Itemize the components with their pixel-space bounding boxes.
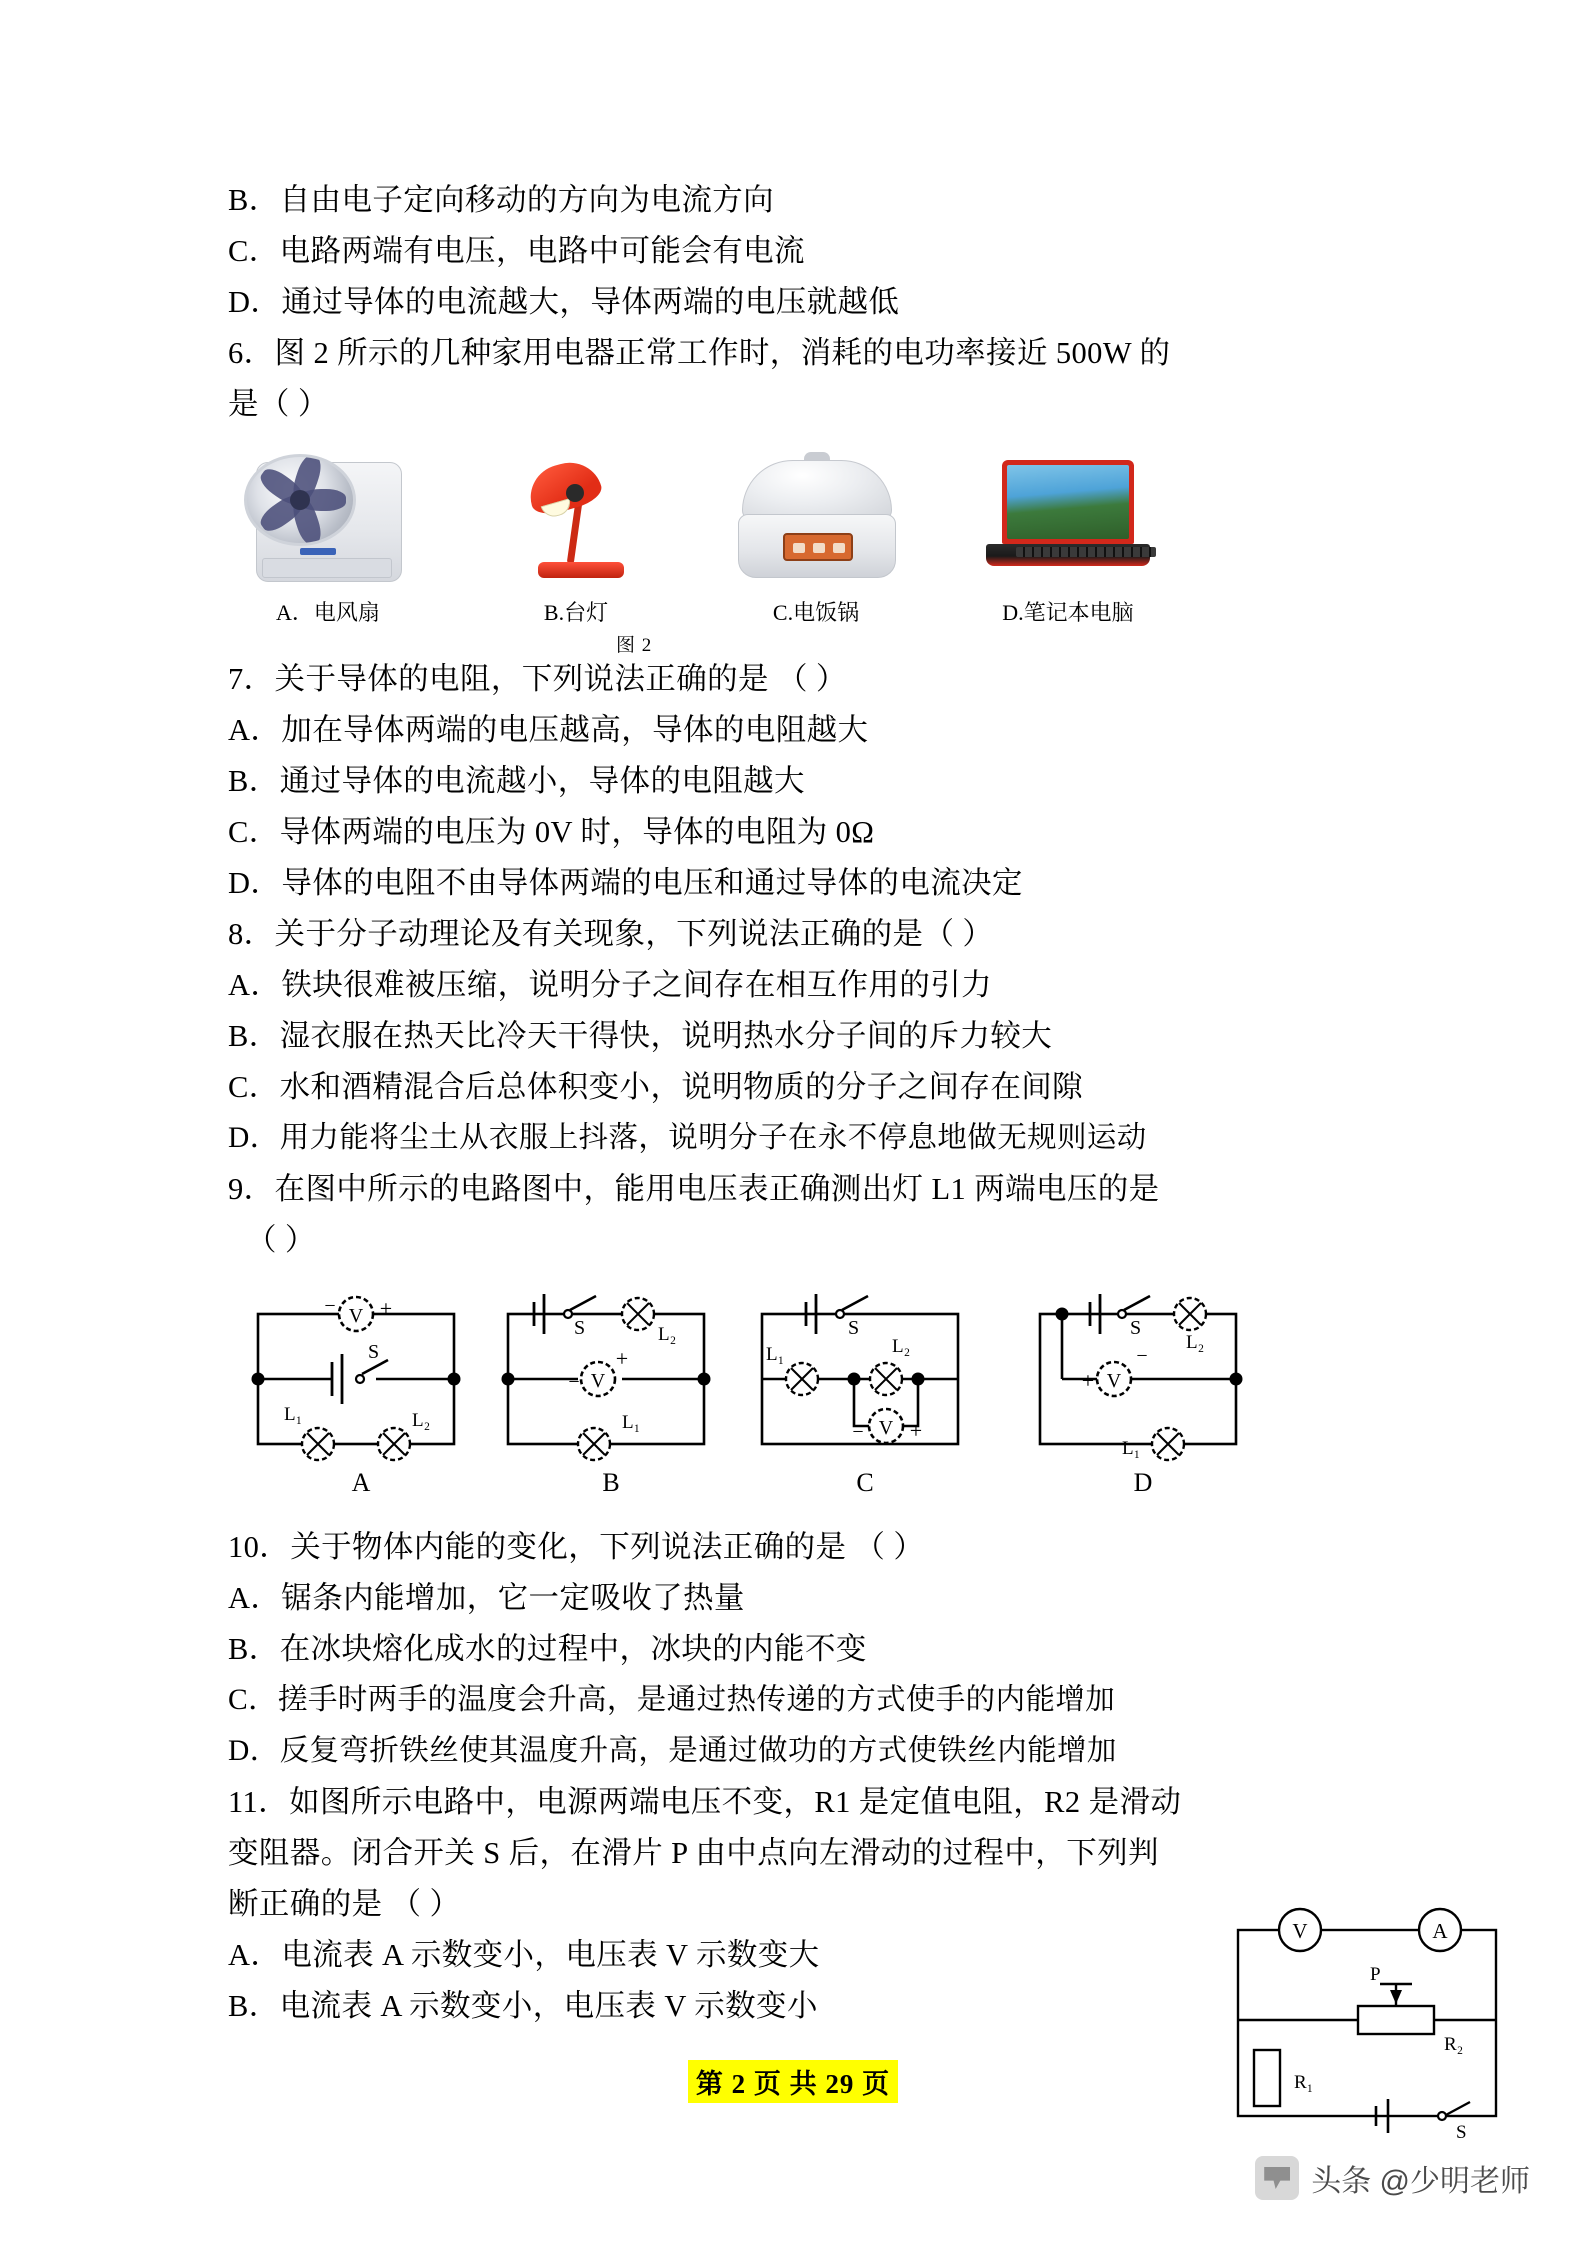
rice-cooker-icon	[716, 444, 916, 592]
circuit-label: C	[856, 1468, 874, 1497]
question-8-option-b: B．湿衣服在热天比冷天干得快，说明热水分子间的斥力较大	[228, 1019, 1053, 1053]
appliance-caption: C.电饭锅	[772, 600, 860, 625]
svg-text:L₁: L₁	[1122, 1438, 1141, 1459]
svg-text:S: S	[574, 1317, 586, 1339]
resistor2-label: R₂	[1444, 2034, 1464, 2055]
svg-text:+: +	[615, 1346, 629, 1371]
svg-text:−: −	[568, 1371, 580, 1393]
question-7-option-b: B．通过导体的电流越小，导体的电阻越大	[228, 764, 805, 798]
question-6-stem-cont: 是（ ）	[228, 387, 329, 421]
watermark-text: 头条 @少明老师	[1311, 2165, 1530, 2198]
svg-text:S: S	[368, 1341, 380, 1363]
question-8-stem: 8．关于分子动理论及有关现象，下列说法正确的是（ ）	[228, 917, 994, 951]
figure-2-label: 图 2	[616, 635, 653, 656]
svg-text:V: V	[878, 1417, 894, 1439]
switch-label: S	[1456, 2122, 1467, 2143]
appliance-option-a	[228, 444, 428, 625]
question-8-option-c: C．水和酒精混合后总体积变小，说明物质的分子之间存在间隙	[228, 1070, 1084, 1104]
circuit-label: D	[1133, 1468, 1153, 1497]
question-11-stem-3: 断正确的是 （ ）	[228, 1887, 461, 1921]
question-11-circuit	[1208, 1900, 1538, 2150]
svg-text:L₂: L₂	[892, 1336, 911, 1357]
page-content	[228, 175, 1368, 2032]
svg-text:S: S	[1130, 1317, 1142, 1339]
svg-text:−: −	[324, 1295, 336, 1317]
question-10-option-b: B．在冰块熔化成水的过程中，冰块的内能不变	[228, 1632, 867, 1666]
desk-lamp-icon	[476, 444, 676, 592]
lamp2-label: L₂	[412, 1410, 431, 1431]
question-9-stem-cont: （ ）	[246, 1223, 316, 1257]
question-10-option-c: C．搓手时两手的温度会升高，是通过热传递的方式使手的内能增加	[228, 1684, 1116, 1716]
svg-text:−: −	[1136, 1345, 1148, 1367]
circuit-option-d	[1018, 1286, 1268, 1497]
figure-2-appliances	[228, 444, 1368, 654]
circuit-option-c	[740, 1286, 990, 1497]
question-7-stem: 7．关于导体的电阻，下列说法正确的是 （ ）	[228, 662, 847, 696]
circuit-option-b	[486, 1286, 736, 1497]
question-10-stem: 10．关于物体内能的变化，下列说法正确的是 （ ）	[228, 1530, 925, 1564]
appliance-caption: D.笔记本电脑	[1002, 600, 1134, 625]
question-10-option-d: D．反复弯折铁丝使其温度升高，是通过做功的方式使铁丝内能增加	[228, 1735, 1117, 1767]
svg-text:V: V	[590, 1370, 606, 1392]
question-9-stem: 9．在图中所示的电路图中，能用电压表正确测出灯 L1 两端电压的是	[228, 1172, 1160, 1206]
svg-text:+: +	[379, 1296, 393, 1321]
svg-text:L₂: L₂	[658, 1324, 677, 1345]
circuit-b-svg	[486, 1286, 736, 1476]
watermark	[1255, 2156, 1530, 2200]
svg-text:+: +	[909, 1418, 923, 1443]
svg-text:−: −	[852, 1421, 864, 1443]
question-6-stem: 6．图 2 所示的几种家用电器正常工作时，消耗的电功率接近 500W 的	[228, 336, 1171, 370]
voltmeter-label: V	[1292, 1919, 1308, 1943]
appliance-option-d	[968, 444, 1168, 625]
page-footer	[0, 2060, 1586, 2103]
svg-text:S: S	[848, 1317, 860, 1339]
circuit-option-a	[236, 1286, 486, 1497]
svg-text:V: V	[1106, 1370, 1122, 1392]
appliance-option-c	[716, 444, 916, 625]
question-11-option-a: A．电流表 A 示数变小，电压表 V 示数变大	[228, 1938, 820, 1972]
appliance-caption: B.台灯	[543, 600, 609, 625]
question-11-circuit-svg	[1208, 1900, 1538, 2150]
svg-text:V: V	[348, 1305, 364, 1327]
page-number-text: 第 2 页 共 29 页	[688, 2060, 898, 2103]
question-8-option-a: A．铁块很难被压缩，说明分子之间存在相互作用的引力	[228, 968, 993, 1002]
circuit-label: B	[602, 1468, 620, 1497]
electric-fan-icon	[228, 444, 428, 592]
question-11-option-b: B．电流表 A 示数变小，电压表 V 示数变小	[228, 1989, 818, 2023]
svg-text:L₁: L₁	[766, 1344, 785, 1365]
option-line: B．自由电子定向移动的方向为电流方向	[228, 183, 775, 217]
appliance-caption: A．电风扇	[276, 600, 380, 625]
question-7-option-c: C．导体两端的电压为 0V 时，导体的电阻为 0Ω	[228, 815, 875, 849]
option-line: C．电路两端有电压，电路中可能会有电流	[228, 234, 805, 268]
circuit-d-svg	[1018, 1286, 1268, 1476]
question-11-stem-2: 变阻器。闭合开关 S 后，在滑片 P 由中点向左滑动的过程中，下列判	[228, 1836, 1159, 1870]
circuit-label: A	[351, 1468, 371, 1497]
circuit-a-svg	[236, 1286, 486, 1476]
lamp1-label: L₁	[284, 1404, 303, 1425]
svg-text:L₁: L₁	[622, 1412, 641, 1433]
toutiao-logo-icon	[1255, 2156, 1299, 2200]
question-11-stem-1: 11．如图所示电路中，电源两端电压不变，R1 是定值电阻，R2 是滑动	[228, 1785, 1182, 1819]
question-8-option-d: D．用力能将尘土从衣服上抖落，说明分子在永不停息地做无规则运动	[228, 1122, 1147, 1154]
circuit-c-svg	[740, 1286, 990, 1476]
slider-label: P	[1370, 1964, 1381, 1985]
question-10-option-a: A．锯条内能增加，它一定吸收了热量	[228, 1581, 745, 1615]
question-9-circuits	[228, 1286, 1368, 1506]
svg-text:+: +	[1081, 1368, 1095, 1393]
ammeter-label: A	[1432, 1919, 1448, 1943]
resistor1-label: R₁	[1294, 2072, 1314, 2093]
svg-text:L₂: L₂	[1186, 1332, 1205, 1353]
laptop-icon	[968, 444, 1168, 592]
question-7-option-d: D．导体的电阻不由导体两端的电压和通过导体的电流决定	[228, 866, 1023, 900]
appliance-option-b	[476, 444, 676, 625]
option-line: D．通过导体的电流越大，导体两端的电压就越低	[228, 285, 900, 319]
question-7-option-a: A．加在导体两端的电压越高，导体的电阻越大	[228, 713, 869, 747]
